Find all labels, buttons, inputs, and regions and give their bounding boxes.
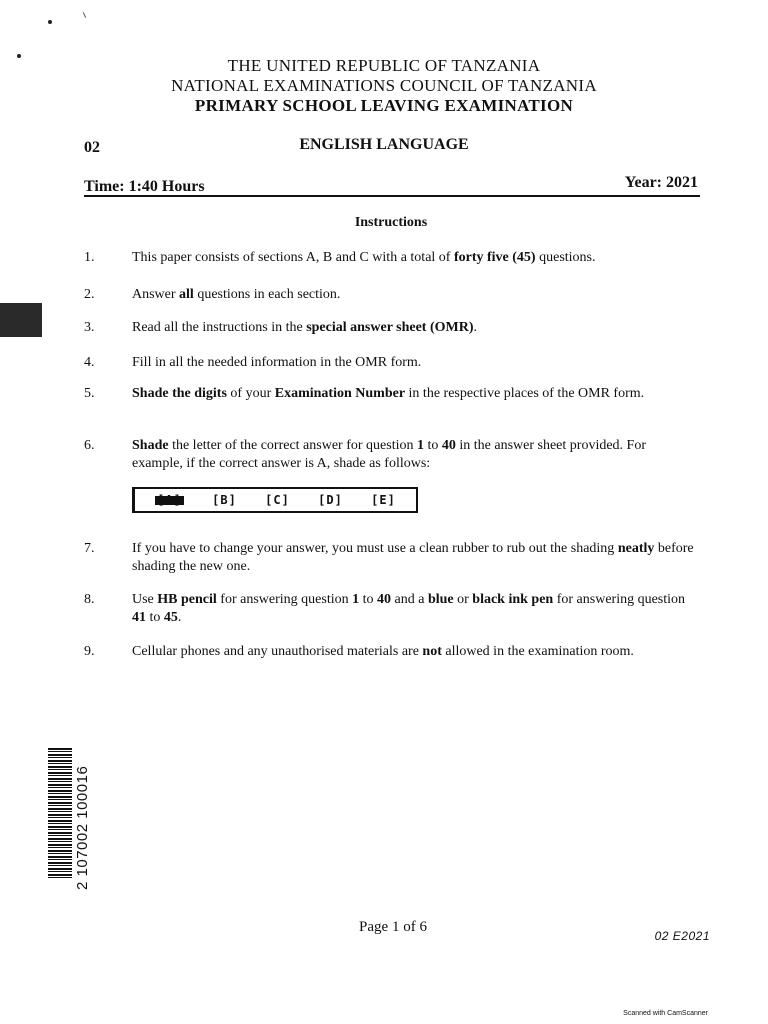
- instruction-item: [84, 643, 700, 661]
- emphasis-text: blue: [427, 592, 454, 607]
- plain-text: Fill in all the needed information in the OMR form.: [132, 355, 422, 370]
- scan-edge-patch: [0, 303, 42, 337]
- plain-text: Use: [132, 592, 158, 607]
- instruction-text: [132, 540, 700, 576]
- instruction-text: [132, 354, 700, 372]
- country-title: THE UNITED REPUBLIC OF TANZANIA: [227, 56, 541, 75]
- barcode-number: 2 107002 100016: [74, 765, 91, 890]
- emphasis-text: 45: [163, 610, 178, 625]
- instruction-text: [132, 286, 700, 304]
- emphasis-text: 41: [132, 610, 146, 625]
- footer-code: 02 E2021: [654, 929, 710, 943]
- plain-text: Answer: [132, 287, 180, 302]
- emphasis-text: Shade: [132, 438, 169, 453]
- instruction-item: [84, 437, 700, 473]
- instruction-number: 4.: [84, 355, 95, 370]
- instruction-item: [84, 319, 700, 337]
- plain-text: of your: [226, 386, 275, 401]
- plain-text: .: [177, 610, 182, 625]
- instruction-item: [84, 286, 700, 304]
- emphasis-text: Examination Number: [274, 386, 406, 401]
- plain-text: the letter of the correct answer for question: [168, 438, 417, 453]
- emphasis-text: special answer sheet (OMR): [306, 320, 474, 335]
- emphasis-text: 1: [352, 592, 360, 607]
- plain-text: in the answer sheet provided. For example, if the correct answer is A, shade as follows:: [132, 438, 646, 471]
- plain-text: questions in each section.: [193, 287, 341, 302]
- instruction-number: 6.: [84, 438, 95, 453]
- emphasis-text: black ink pen: [472, 592, 554, 607]
- plain-text: questions.: [535, 250, 596, 265]
- instruction-number: 7.: [84, 541, 95, 556]
- omr-example-box: [132, 487, 418, 513]
- plain-text: Read all the instructions in the: [132, 320, 307, 335]
- barcode: [48, 748, 72, 878]
- instruction-item: [84, 385, 700, 403]
- header-rule: [84, 195, 700, 197]
- plain-text: for answering question: [216, 592, 353, 607]
- instruction-number: 9.: [84, 644, 95, 659]
- instruction-number: 1.: [84, 250, 95, 265]
- instruction-item: [84, 540, 700, 576]
- instructions-title: Instructions: [354, 215, 428, 230]
- plain-text: and a: [391, 592, 428, 607]
- plain-text: or: [453, 592, 473, 607]
- emphasis-text: 40: [377, 592, 391, 607]
- instruction-item: [84, 354, 700, 372]
- instruction-text: [132, 437, 700, 473]
- exam-title: PRIMARY SCHOOL LEAVING EXAMINATION: [194, 96, 574, 115]
- plain-text: .: [473, 320, 478, 335]
- emphasis-text: all: [179, 287, 194, 302]
- instruction-number: 2.: [84, 287, 95, 302]
- instruction-text: [132, 591, 700, 627]
- exam-time: Time: 1:40 Hours: [84, 178, 205, 195]
- omr-option-d: [D]: [318, 493, 343, 507]
- plain-text: Cellular phones and any unauthorised materials are: [132, 644, 423, 659]
- instruction-number: 5.: [84, 386, 95, 401]
- instruction-text: [132, 643, 700, 661]
- plain-text: allowed in the examination room.: [441, 644, 634, 659]
- omr-option-c: [C]: [265, 493, 290, 507]
- emphasis-text: Shade the digits: [132, 386, 227, 401]
- emphasis-text: neatly: [617, 541, 655, 556]
- plain-text: in the respective places of the OMR form.: [405, 386, 645, 401]
- omr-option-b: [B]: [212, 493, 237, 507]
- plain-text: This paper consists of sections A, B and C with a total of: [132, 250, 454, 265]
- instruction-item: [84, 591, 700, 627]
- plain-text: for answering question: [553, 592, 686, 607]
- instruction-number: 3.: [84, 320, 95, 335]
- scan-speck: [83, 12, 86, 18]
- emphasis-text: 1: [416, 438, 424, 453]
- paper-code: 02: [84, 139, 100, 156]
- instruction-number: 8.: [84, 592, 95, 607]
- scan-speck: [48, 20, 52, 24]
- omr-option-e: [E]: [371, 493, 396, 507]
- emphasis-text: not: [422, 644, 442, 659]
- instruction-text: [132, 319, 700, 337]
- plain-text: to: [423, 438, 442, 453]
- scanned-watermark: Scanned with CamScanner: [623, 1010, 708, 1017]
- plain-text: If you have to change your answer, you must use a clean rubber to rub out the shading: [132, 541, 618, 556]
- plain-text: to: [146, 610, 164, 625]
- instruction-item: [84, 249, 700, 267]
- emphasis-text: HB pencil: [157, 592, 217, 607]
- plain-text: to: [359, 592, 377, 607]
- omr-option-a: [A]: [157, 492, 182, 507]
- emphasis-text: 40: [441, 438, 456, 453]
- subject-title: ENGLISH LANGUAGE: [299, 136, 469, 153]
- exam-year: Year: 2021: [624, 174, 698, 191]
- instruction-text: [132, 385, 700, 403]
- council-title: NATIONAL EXAMINATIONS COUNCIL OF TANZANIA: [171, 76, 597, 95]
- emphasis-text: forty five (45): [453, 250, 536, 265]
- plain-text: before shading the new one.: [132, 541, 694, 574]
- instruction-text: [132, 249, 700, 267]
- page-number: Page 1 of 6: [359, 919, 427, 935]
